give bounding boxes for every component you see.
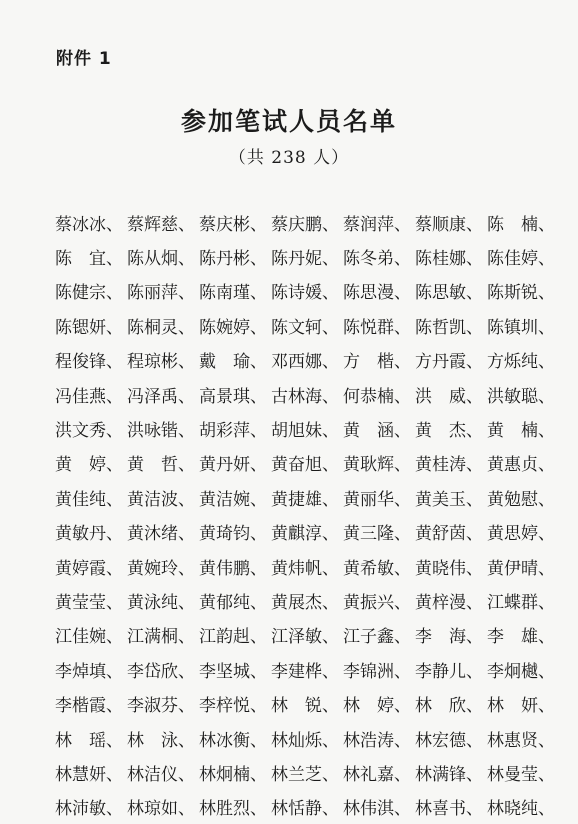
names-row bbox=[55, 790, 555, 824]
person-name: 李梓悦、 bbox=[199, 696, 267, 717]
person-name: 林灿烁、 bbox=[271, 730, 339, 751]
person-name: 陈丹妮、 bbox=[271, 249, 339, 270]
person-name: 林礼嘉、 bbox=[343, 764, 411, 785]
names-row bbox=[55, 239, 555, 273]
person-name: 胡彩萍、 bbox=[199, 421, 267, 442]
person-name: 黄 哲、 bbox=[127, 455, 195, 476]
person-name: 李 雄、 bbox=[487, 627, 555, 648]
person-name: 冯泽禹、 bbox=[127, 386, 195, 407]
person-name: 李坚城、 bbox=[199, 661, 267, 682]
person-name: 林慧妍、 bbox=[55, 764, 123, 785]
person-name: 方 楷、 bbox=[343, 352, 411, 373]
person-name: 蔡冰冰、 bbox=[55, 214, 123, 235]
person-name: 江子鑫、 bbox=[343, 627, 411, 648]
person-name: 黄洁波、 bbox=[127, 489, 195, 510]
person-name: 陈诗媛、 bbox=[271, 283, 339, 304]
person-name: 陈佳婷、 bbox=[487, 249, 555, 270]
person-name: 林兰芝、 bbox=[271, 764, 339, 785]
person-name: 林沛敏、 bbox=[55, 799, 123, 820]
person-name: 江韵赳、 bbox=[199, 627, 267, 648]
names-row bbox=[55, 446, 555, 480]
person-name: 洪敏聪、 bbox=[487, 386, 555, 407]
person-name: 林浩涛、 bbox=[343, 730, 411, 751]
person-name: 黄 杰、 bbox=[415, 421, 483, 442]
names-row bbox=[55, 308, 555, 342]
person-name: 黄莹莹、 bbox=[55, 592, 123, 613]
person-name: 江佳婉、 bbox=[55, 627, 123, 648]
person-name: 黄美玉、 bbox=[415, 489, 483, 510]
person-name: 古林海、 bbox=[271, 386, 339, 407]
names-row bbox=[55, 583, 555, 617]
person-name: 黄婷霞、 bbox=[55, 558, 123, 579]
person-name: 蔡庆彬、 bbox=[199, 214, 267, 235]
person-name: 陈镇圳、 bbox=[487, 317, 555, 338]
person-name: 陈思敏、 bbox=[415, 283, 483, 304]
person-name: 黄伊晴、 bbox=[487, 558, 555, 579]
person-name: 林 锐、 bbox=[271, 696, 339, 717]
person-name: 林惠贤、 bbox=[487, 730, 555, 751]
person-name: 黄丽华、 bbox=[343, 489, 411, 510]
person-name: 林胜烈、 bbox=[199, 799, 267, 820]
person-name: 林 婷、 bbox=[343, 696, 411, 717]
person-name: 黄梓漫、 bbox=[415, 592, 483, 613]
person-name: 林洁仪、 bbox=[127, 764, 195, 785]
names-row bbox=[55, 755, 555, 789]
person-name: 黄惠贞、 bbox=[487, 455, 555, 476]
person-name: 黄舒茵、 bbox=[415, 524, 483, 545]
person-name: 陈锶妍、 bbox=[55, 317, 123, 338]
person-name: 陈婉婷、 bbox=[199, 317, 267, 338]
person-name: 陈 楠、 bbox=[487, 214, 555, 235]
person-name: 黄振兴、 bbox=[343, 592, 411, 613]
person-name: 戴 瑜、 bbox=[199, 352, 267, 373]
person-name: 黄郁纯、 bbox=[199, 592, 267, 613]
person-name: 黄 婷、 bbox=[55, 455, 123, 476]
person-name: 黄琦钧、 bbox=[199, 524, 267, 545]
person-name: 黄三隆、 bbox=[343, 524, 411, 545]
names-row bbox=[55, 721, 555, 755]
names-row bbox=[55, 205, 555, 239]
person-name: 黄晓伟、 bbox=[415, 558, 483, 579]
person-name: 黄勉慰、 bbox=[487, 489, 555, 510]
person-name: 陈斯锐、 bbox=[487, 283, 555, 304]
person-name: 黄敏丹、 bbox=[55, 524, 123, 545]
names-row bbox=[55, 515, 555, 549]
person-name: 陈南瑾、 bbox=[199, 283, 267, 304]
person-name: 邓西娜、 bbox=[271, 352, 339, 373]
person-name: 洪文秀、 bbox=[55, 421, 123, 442]
person-name: 林 瑶、 bbox=[55, 730, 123, 751]
person-name: 林满锋、 bbox=[415, 764, 483, 785]
person-name: 黄 涵、 bbox=[343, 421, 411, 442]
person-name: 洪 威、 bbox=[415, 386, 483, 407]
person-name: 李楷霞、 bbox=[55, 696, 123, 717]
person-name: 黄婉玲、 bbox=[127, 558, 195, 579]
person-name: 黄麒淳、 bbox=[271, 524, 339, 545]
person-name: 林琼如、 bbox=[127, 799, 195, 820]
person-name: 李焯填、 bbox=[55, 661, 123, 682]
page-subtitle: （共 238 人） bbox=[228, 148, 350, 168]
person-name: 黄洁婉、 bbox=[199, 489, 267, 510]
person-name: 李岱欣、 bbox=[127, 661, 195, 682]
page-title: 参加笔试人员名单 bbox=[180, 107, 397, 136]
person-name: 何恭楠、 bbox=[343, 386, 411, 407]
person-name: 黄奋旭、 bbox=[271, 455, 339, 476]
names-row bbox=[55, 480, 555, 514]
names-row bbox=[55, 377, 555, 411]
person-name: 李静儿、 bbox=[415, 661, 483, 682]
attachment-label: 附件 1 bbox=[56, 49, 112, 69]
person-name: 黄希敏、 bbox=[343, 558, 411, 579]
person-name: 黄 楠、 bbox=[487, 421, 555, 442]
person-name: 李锦洲、 bbox=[343, 661, 411, 682]
person-name: 陈丽萍、 bbox=[127, 283, 195, 304]
names-row bbox=[55, 274, 555, 308]
person-name: 黄佳纯、 bbox=[55, 489, 123, 510]
person-name: 陈 宜、 bbox=[55, 249, 123, 270]
person-name: 林 妍、 bbox=[487, 696, 555, 717]
person-name: 陈哲凯、 bbox=[415, 317, 483, 338]
person-name: 黄桂涛、 bbox=[415, 455, 483, 476]
person-name: 林晓纯、 bbox=[487, 799, 555, 820]
person-name: 蔡润萍、 bbox=[343, 214, 411, 235]
person-name: 蔡辉慈、 bbox=[127, 214, 195, 235]
person-name: 陈健宗、 bbox=[55, 283, 123, 304]
person-name: 黄捷雄、 bbox=[271, 489, 339, 510]
person-name: 陈从炯、 bbox=[127, 249, 195, 270]
person-name: 林 欣、 bbox=[415, 696, 483, 717]
person-name: 陈桐灵、 bbox=[127, 317, 195, 338]
person-name: 冯佳燕、 bbox=[55, 386, 123, 407]
person-name: 黄耿辉、 bbox=[343, 455, 411, 476]
person-name: 陈文轲、 bbox=[271, 317, 339, 338]
person-name: 林伟淇、 bbox=[343, 799, 411, 820]
person-name: 洪咏锴、 bbox=[127, 421, 195, 442]
names-row bbox=[55, 411, 555, 445]
person-name: 林恬静、 bbox=[271, 799, 339, 820]
person-name: 陈丹彬、 bbox=[199, 249, 267, 270]
person-name: 程俊锋、 bbox=[55, 352, 123, 373]
person-name: 黄丹妍、 bbox=[199, 455, 267, 476]
person-name: 陈冬弟、 bbox=[343, 249, 411, 270]
person-name: 林冰衡、 bbox=[199, 730, 267, 751]
person-name: 江满桐、 bbox=[127, 627, 195, 648]
person-name: 黄沐绪、 bbox=[127, 524, 195, 545]
person-name: 林喜书、 bbox=[415, 799, 483, 820]
person-name: 林 泳、 bbox=[127, 730, 195, 751]
person-name: 江泽敏、 bbox=[271, 627, 339, 648]
names-row bbox=[55, 686, 555, 720]
person-name: 黄炜帆、 bbox=[271, 558, 339, 579]
person-name: 方丹霞、 bbox=[415, 352, 483, 373]
person-name: 蔡庆鹏、 bbox=[271, 214, 339, 235]
person-name: 黄思婷、 bbox=[487, 524, 555, 545]
person-name: 李 海、 bbox=[415, 627, 483, 648]
person-name: 李淑芬、 bbox=[127, 696, 195, 717]
person-name: 陈桂娜、 bbox=[415, 249, 483, 270]
person-name: 高景琪、 bbox=[199, 386, 267, 407]
person-name: 胡旭妹、 bbox=[271, 421, 339, 442]
person-name: 黄伟鹏、 bbox=[199, 558, 267, 579]
person-name: 林曼莹、 bbox=[487, 764, 555, 785]
person-name: 黄泳纯、 bbox=[127, 592, 195, 613]
names-list bbox=[55, 205, 555, 824]
person-name: 蔡顺康、 bbox=[415, 214, 483, 235]
names-row bbox=[55, 549, 555, 583]
person-name: 程琼彬、 bbox=[127, 352, 195, 373]
person-name: 方烁纯、 bbox=[487, 352, 555, 373]
names-row bbox=[55, 652, 555, 686]
person-name: 陈思漫、 bbox=[343, 283, 411, 304]
person-name: 黄展杰、 bbox=[271, 592, 339, 613]
person-name: 李建桦、 bbox=[271, 661, 339, 682]
person-name: 林炯楠、 bbox=[199, 764, 267, 785]
names-row bbox=[55, 618, 555, 652]
person-name: 江蝶群、 bbox=[487, 592, 555, 613]
person-name: 李炯樾、 bbox=[487, 661, 555, 682]
names-row bbox=[55, 343, 555, 377]
person-name: 陈悦群、 bbox=[343, 317, 411, 338]
person-name: 林宏德、 bbox=[415, 730, 483, 751]
